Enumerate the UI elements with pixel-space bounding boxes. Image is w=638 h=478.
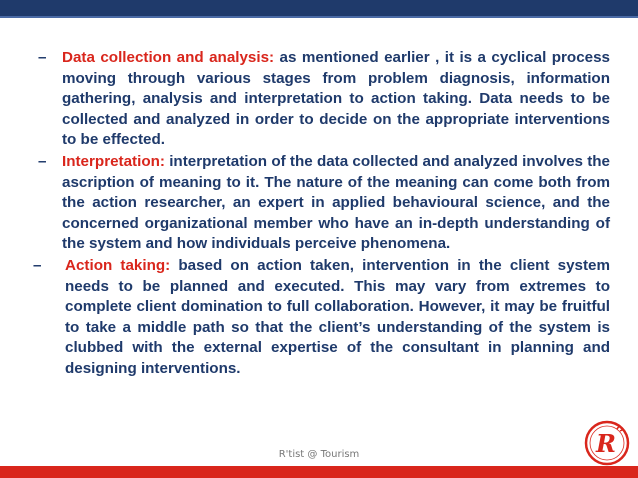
bullet-dash: – [33,256,42,274]
logo [584,420,630,466]
logo-letter: R [596,429,616,458]
footer-text: R'tist @ Tourism [278,449,360,460]
bullet-term: Data collection and analysis: [62,49,275,66]
bullet-action-taking [24,256,610,380]
bullet-text: as mentioned earlier , it is a cyclical process moving through various stages from problem diagnosis, information gathering, analysis and interpretation to action taking. Data needs to be collected and analyzed in order to decide on the appropriate interventions to be effected. [62,49,610,149]
bullet-dash: – [38,152,47,170]
bullet-dash: – [38,49,47,66]
top-bar [0,0,638,18]
bottom-bar [0,466,638,478]
bullet-text: based on action taken, intervention in the client system needs to be planned and executed. This may vary from extremes to complete client domination to full collaboration. However, it may be fruitful to take a middle path so that the client’s understanding of the system is clubbed with the external expertise of the consultant in planning and designing interventions. [65,256,611,377]
bullet-term: Action taking: [65,256,171,274]
bullet-data-collection [24,48,610,151]
bullet-text: interpretation of the data collected and analyzed involves the ascription of meaning to it. The nature of the meaning can come both from the action researcher, an expert in applied behavioural science, and the concerned organizational member who have an in-depth understanding of the system and how individuals perceive phenomena. [62,152,610,253]
slide-content [24,48,610,381]
bullet-term: Interpretation: [62,152,165,170]
bullet-interpretation [24,152,610,255]
